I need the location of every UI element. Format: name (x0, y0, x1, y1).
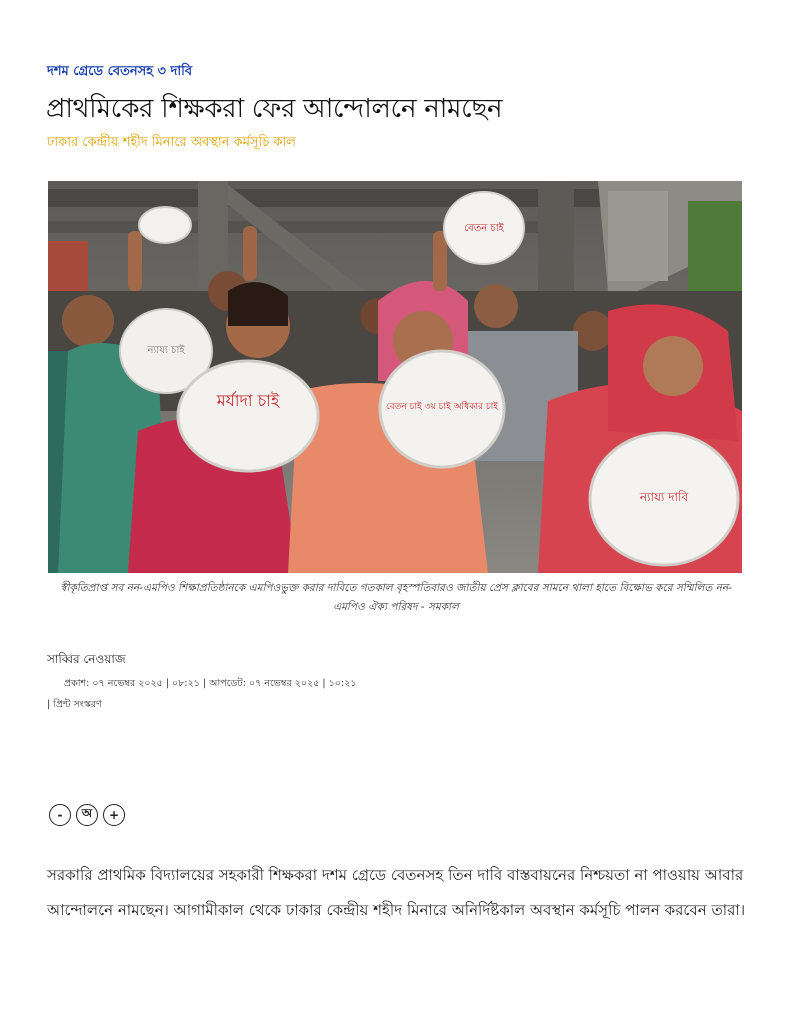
article-subheadline: ঢাকার কেন্দ্রীয় শহীদ মিনারে অবস্থান কর্মসূচি কাল (47, 135, 296, 150)
photo-caption: স্বীকৃতিপ্রাপ্ত সব নন-এমপিও শিক্ষাপ্রতিষ্ঠানকে এমপিওভুক্ত করার দাবিতে গতকাল বৃহস্পতিবারও জাতীয় প্রেস ক্লাবের সামনে থালা হাতে বিক্ষোভ করে সম্মিলিত নন-এমপিও ঐক্য পরিষদ - সমকাল (60, 582, 732, 613)
plate-text-4: ন্যায্য চাই (147, 345, 185, 356)
article-headline: প্রাথমিকের শিক্ষকরা ফের আন্দোলনে নামছেন (46, 94, 503, 124)
author-name[interactable]: সাব্বির নেওয়াজ (47, 652, 126, 666)
article-kicker[interactable]: দশম গ্রেডে বেতনসহ ৩ দাবি (47, 64, 193, 79)
plate-text-1: মর্যাদা চাই (216, 391, 280, 410)
font-decrease-button[interactable]: - (49, 804, 71, 826)
plate-text-3: বেতন চাই (464, 223, 504, 234)
plate-text-2: বেতন চাই ৩য় চাই অধিকার চাই (386, 402, 498, 412)
font-increase-button[interactable]: + (103, 804, 125, 826)
plate-text-5: ন্যায্য দাবি (639, 490, 689, 504)
article-photo (48, 181, 742, 573)
font-size-controls (49, 804, 125, 826)
protest-photo-illustration (48, 181, 742, 573)
font-reset-button[interactable]: অ (76, 804, 98, 826)
publish-meta: প্রকাশ: ০৭ নভেম্বর ২০২৫ | ০৮:২১ | আপডেট: ০৭ নভেম্বর ২০২৫ | ১০:২১ (64, 678, 357, 689)
article-body: সরকারি প্রাথমিক বিদ্যালয়ের সহকারী শিক্ষকরা দশম গ্রেডে বেতনসহ তিন দাবি বাস্তবায়নের নিশ্চয়তা না পাওয়ায় আবার আন্দোলনে নামছেন। আগামীকাল থেকে ঢাকার কেন্দ্রীয় শহীদ মিনারে অনির্দিষ্টকাল অবস্থান কর্মসূচি পালন করবেন তারা। (47, 866, 746, 919)
print-edition-label: | প্রিন্ট সংস্করণ (47, 699, 102, 710)
